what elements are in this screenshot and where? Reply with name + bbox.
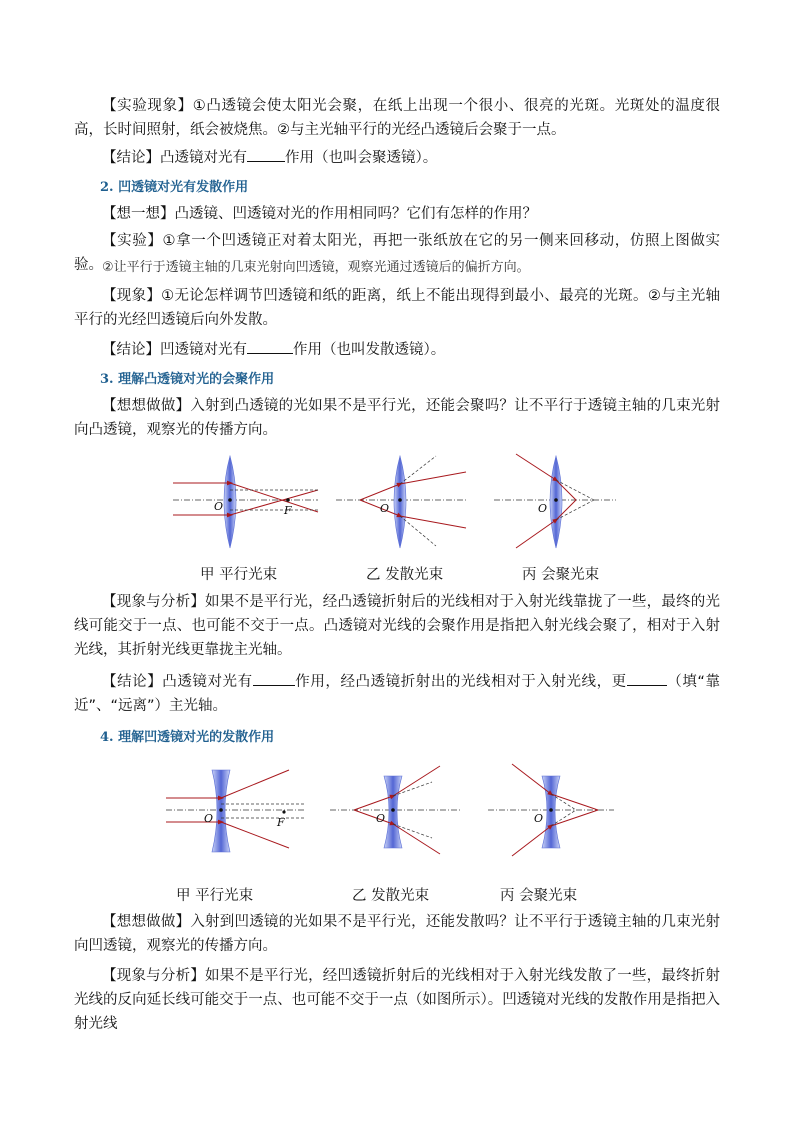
answer-blank[interactable] — [247, 146, 285, 162]
section-heading-4: 4. 理解凹透镜对光的发散作用 — [100, 730, 275, 745]
concave-convergent-beam-diagram — [488, 764, 614, 856]
think-paragraph: 【想一想】凸透镜、凹透镜对光的作用相同吗？它们有怎样的作用？ — [102, 206, 537, 222]
figure2-caption-a: 甲 平行光束 — [176, 888, 254, 904]
answer-blank[interactable] — [247, 338, 293, 354]
conclusion-paragraph-3: 【结论】凸透镜对光有 作用，经凸透镜折射出的光线相对于入射光线，更 （填“靠近”、“远离”）主光轴。 — [74, 670, 720, 718]
svg-text:O: O — [538, 502, 548, 515]
convex-parallel-beam-diagram — [173, 456, 318, 548]
convex-divergent-beam-diagram — [336, 456, 466, 548]
label-o: O — [214, 500, 224, 513]
figure1-caption-c: 丙 会聚光束 — [522, 567, 600, 583]
conclusion-paragraph-1: 【结论】凸透镜对光有 作用（也叫会聚透镜）。 — [74, 146, 720, 170]
experiment-paragraph: 【实验】①拿一个凹透镜正对着太阳光，再把一张纸放在它的另一侧来回移动，仿照上图做实验。 — [74, 233, 720, 273]
figure2-caption-c: 丙 会聚光束 — [500, 888, 578, 904]
svg-text:F: F — [277, 816, 285, 829]
label-f: F — [284, 504, 292, 517]
section-heading-3: 3. 理解凸透镜对光的会聚作用 — [100, 372, 275, 387]
phenomenon-paragraph: 【现象】①无论怎样调节凹透镜和纸的距离，纸上不能出现得到最小、最亮的光斑。②与主光轴平行的光经凹透镜后向外发散。 — [74, 288, 720, 328]
concave-parallel-beam-diagram — [166, 770, 306, 852]
tag: 【实验现象】 — [102, 98, 193, 114]
analysis-paragraph-1: 【现象与分析】如果不是平行光，经凸透镜折射后的光线相对于入射光线靠拢了一些，最终的光线可能交于一点、也可能不交于一点。凸透镜对光线的会聚作用是指把入射光线会聚了，相对于入射光线，其折射光线更靠拢主光轴。 — [74, 594, 721, 658]
concave-divergent-beam-diagram — [330, 766, 462, 854]
svg-text:O: O — [380, 502, 390, 515]
experiment-phenomenon-paragraph: 【实验现象】①凸透镜会使太阳光会聚，在纸上出现一个很小、很亮的光斑。光斑处的温度很高，长时间照射，纸会被烧焦。②与主光轴平行的光经凸透镜后会聚于一点。 — [74, 98, 720, 138]
figure1-caption-b: 乙 发散光束 — [366, 567, 444, 583]
svg-text:O: O — [534, 812, 544, 825]
section-heading-2: 2. 凹透镜对光有发散作用 — [100, 180, 249, 195]
svg-text:O: O — [204, 812, 214, 825]
try-paragraph-2: 【想想做做】入射到凹透镜的光如果不是平行光，还能发散吗？让不平行于透镜主轴的几束光射向凹透镜，观察光的传播方向。 — [74, 914, 721, 954]
figure2-caption-b: 乙 发散光束 — [352, 888, 430, 904]
try-paragraph-1: 【想想做做】入射到凸透镜的光如果不是平行光，还能会聚吗？让不平行于透镜主轴的几束光射向凸透镜，观察光的传播方向。 — [74, 398, 721, 438]
experiment-step-2: ②让平行于透镜主轴的几束光射向凹透镜，观察光通过透镜后的偏折方向。 — [102, 260, 530, 275]
analysis-paragraph-2: 【现象与分析】如果不是平行光，经凹透镜折射后的光线相对于入射光线发散了一些，最终折射光线的反向延长线可能交于一点、也可能不交于一点（如图所示）。凹透镜对光线的发散作用是指把入射光线 — [74, 968, 721, 1032]
answer-blank[interactable] — [627, 670, 667, 686]
convex-lens-figure — [168, 452, 628, 557]
convex-convergent-beam-diagram — [494, 454, 616, 548]
conclusion-paragraph-2: 【结论】凹透镜对光有 作用（也叫发散透镜）。 — [74, 338, 720, 362]
answer-blank[interactable] — [253, 670, 295, 686]
svg-text:O: O — [376, 812, 386, 825]
convex-lens-shape — [224, 456, 236, 548]
figure1-caption-a: 甲 平行光束 — [200, 567, 278, 583]
concave-lens-figure — [164, 762, 624, 862]
